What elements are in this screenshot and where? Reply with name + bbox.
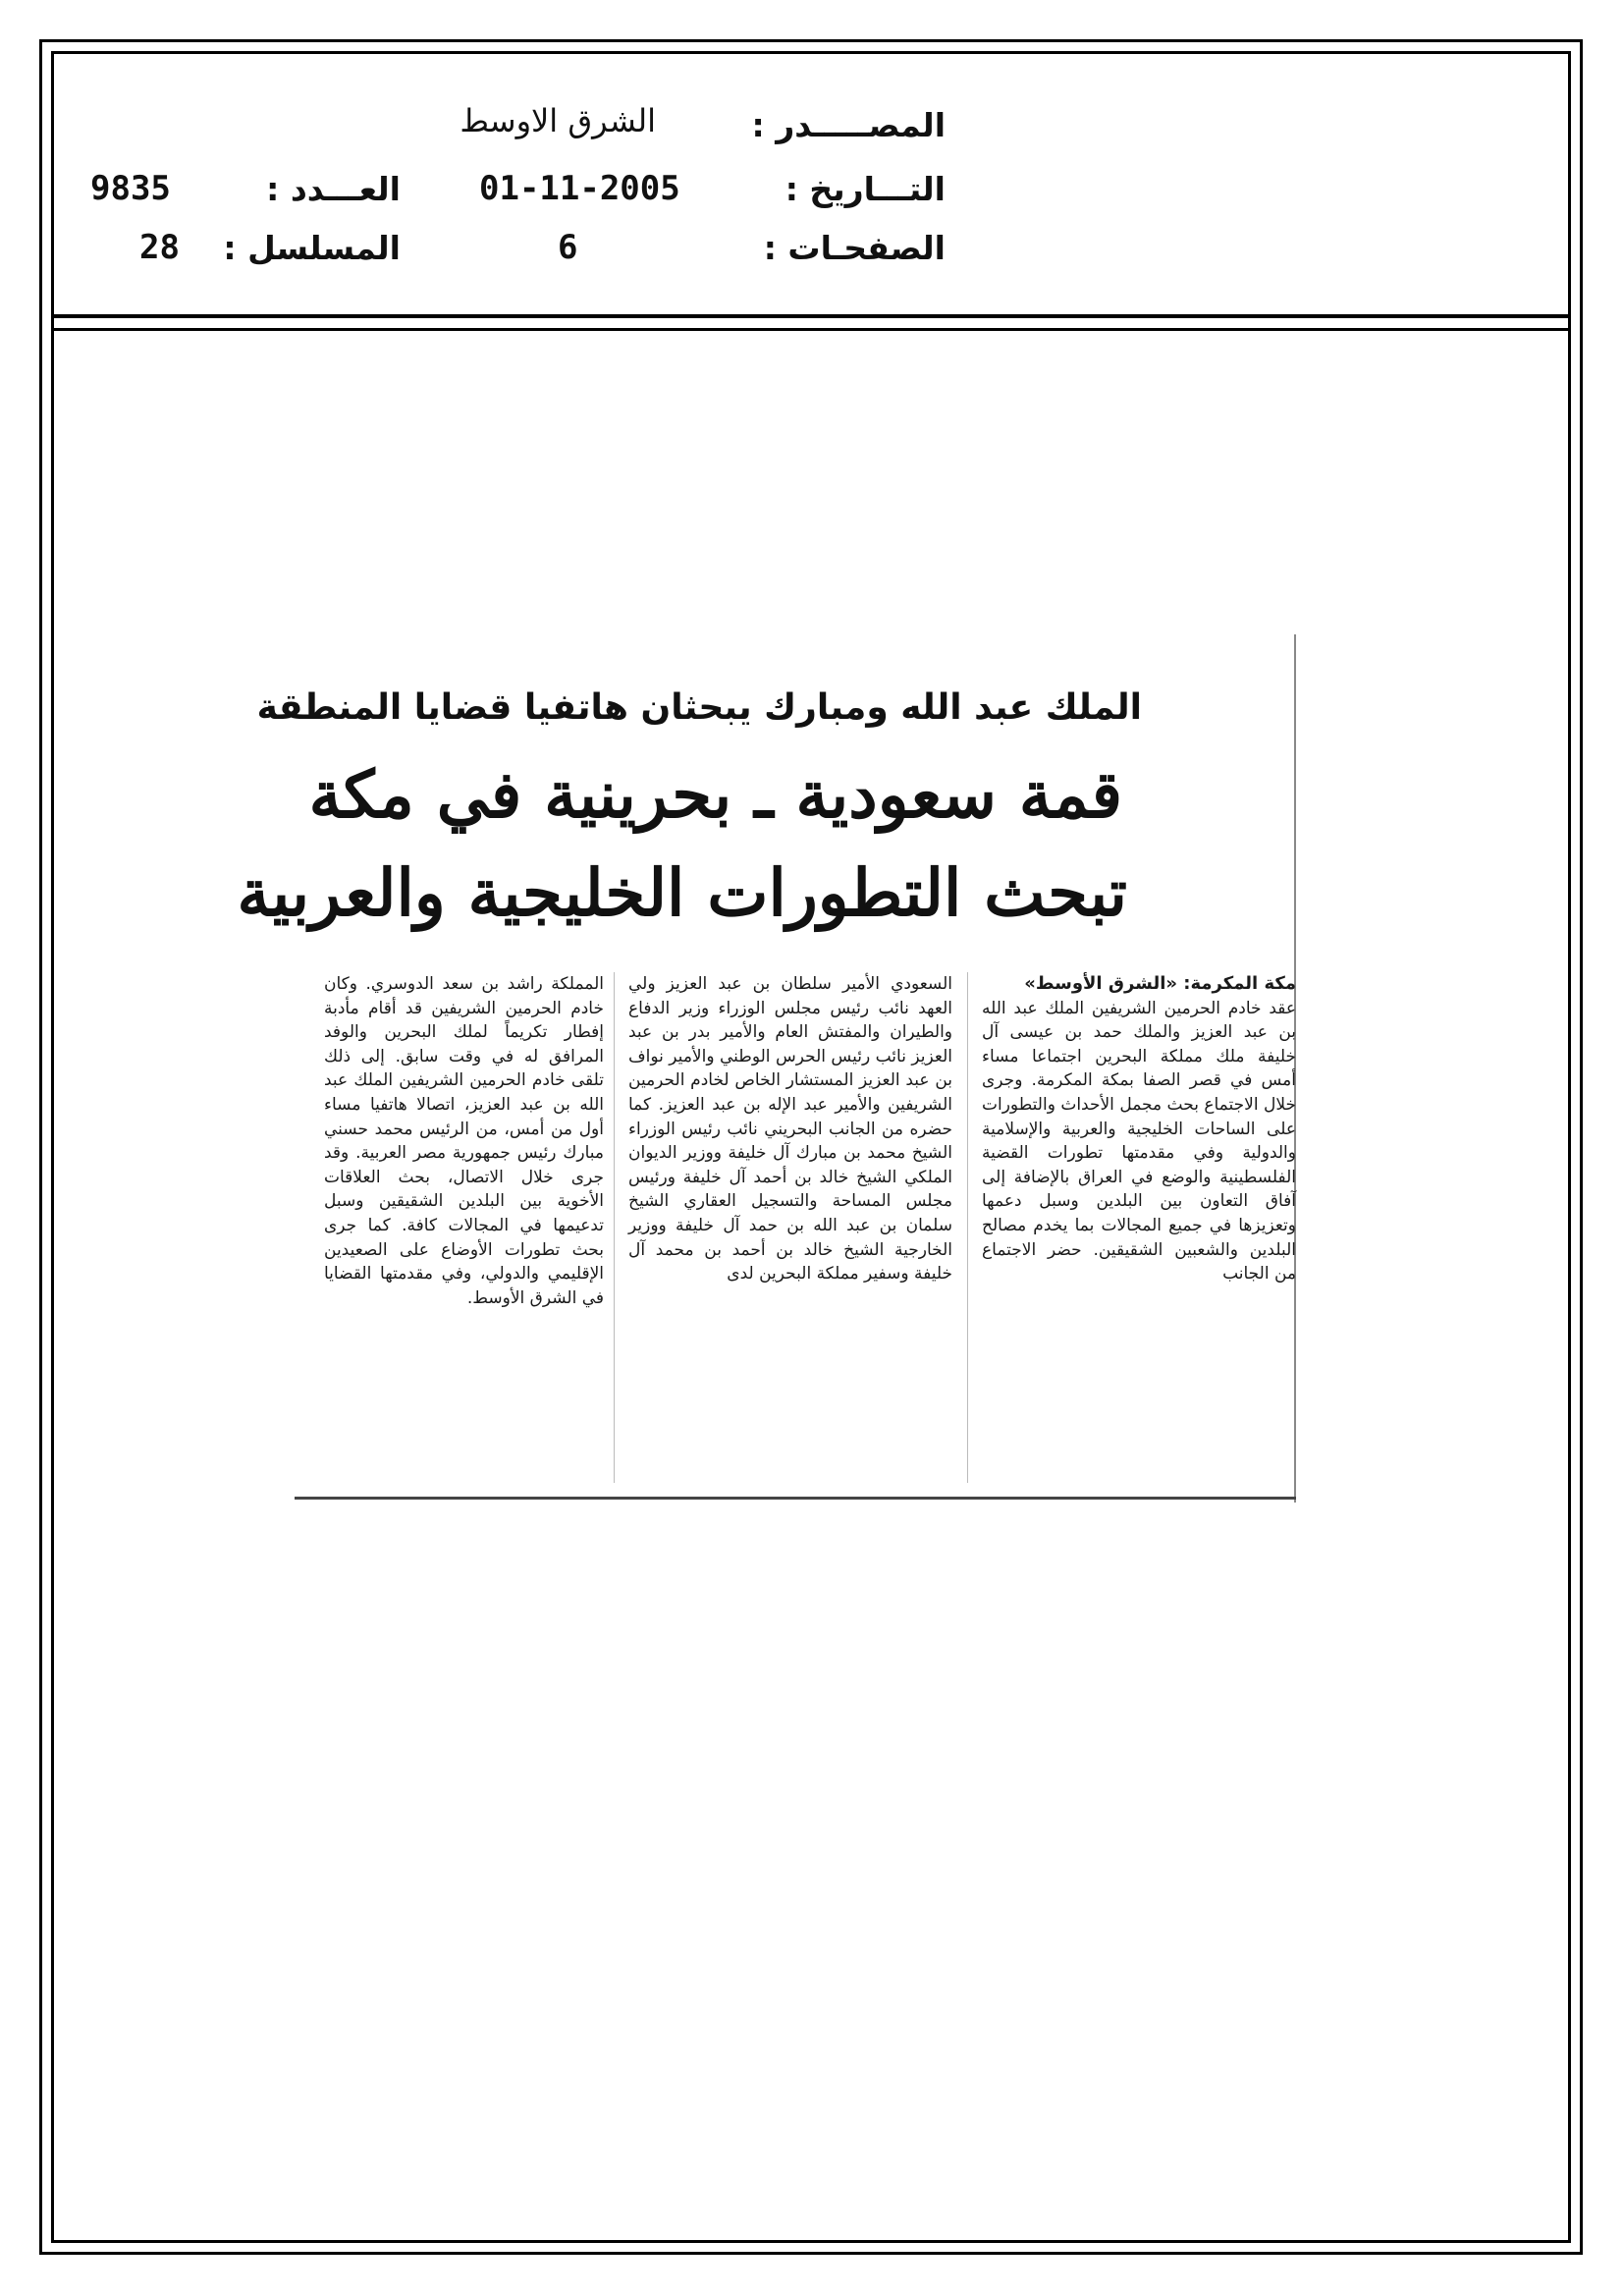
- article-column-middle: [628, 972, 952, 1286]
- date-label: التـــاريخ :: [784, 170, 946, 208]
- source-label: المصـــــدر :: [751, 106, 946, 144]
- article-text-left: المملكة راشد بن سعد الدوسري. وكان خادم الحرمين الشريفين قد أقام مأدبة إفطار تكريماً لملك البحرين والوفد المرافق له في وقت سابق. إلى ذلك تلقى خادم الحرمين الشريفين الملك عبد الله بن عبد العزيز، اتصالا هاتفيا مساء أول من أمس، من الرئيس محمد حسني مبارك رئيس جمهورية مصر العربية. وقد جرى خلال الاتصال، بحث العلاقات الأخوية بين البلدين الشقيقين وسبل تدعيمها في المجالات كافة. كما جرى بحث تطورات الأوضاع على الصعيدين الإقليمي والدولي، وفي مقدمتها القضايا في الشرق الأوسط.: [324, 974, 604, 1308]
- issue-value: 9835: [90, 169, 171, 208]
- article-dateline: مكة المكرمة: «الشرق الأوسط»: [1024, 973, 1296, 994]
- header-divider-secondary: [51, 328, 1571, 331]
- source-value: الشرق الاوسط: [460, 102, 656, 139]
- header-divider: [51, 314, 1571, 318]
- serial-label: المسلسل :: [223, 229, 401, 267]
- article-headline-line2: تبحث التطورات الخليجية والعربية: [237, 854, 1127, 931]
- pages-label: الصفحـات :: [763, 229, 946, 267]
- date-value: 01-11-2005: [479, 169, 680, 208]
- article-text-right: عقد خادم الحرمين الشريفين الملك عبد الله بن عبد العزيز والملك حمد بن عيسى آل خليفة ملك مملكة البحرين اجتماعا مساء أمس في قصر الصفا بمكة المكرمة. وجرى خلال الاجتماع بحث مجمل الأحداث والتطورات على الساحات الخليجية والعربية والإسلامية والدولية وفي مقدمتها تطورات القضية الفلسطينية والوضع في العراق بالإضافة إلى آفاق التعاون بين البلدين وسبل دعمها وتعزيزها في جميع المجالات بما يخدم مصالح البلدين والشعبين الشقيقين. حضر الاجتماع من الجانب: [982, 998, 1296, 1285]
- article-column-left: [324, 972, 604, 1310]
- column-divider: [967, 972, 968, 1483]
- clipping-bottom-rule: [295, 1497, 1296, 1500]
- article-column-right: [982, 972, 1296, 1286]
- pages-value: 6: [558, 228, 578, 267]
- article-kicker: الملك عبد الله ومبارك يبحثان هاتفيا قضايا المنطقة: [256, 687, 1142, 728]
- serial-value: 28: [139, 228, 180, 267]
- column-divider: [614, 972, 615, 1483]
- article-headline-line1: قمة سعودية ـ بحرينية في مكة: [308, 756, 1122, 833]
- issue-label: العـــدد :: [266, 170, 401, 208]
- article-text-middle: السعودي الأمير سلطان بن عبد العزيز ولي العهد نائب رئيس مجلس الوزراء وزير الدفاع والطيران والمفتش العام والأمير بدر بن عبد العزيز نائب رئيس الحرس الوطني والأمير نواف بن عبد العزيز المستشار الخاص لخادم الحرمين الشريفين والأمير عبد الإله بن عبد العزيز. كما حضره من الجانب البحريني نائب رئيس الوزراء الشيخ محمد بن مبارك آل خليفة ووزير الديوان الملكي الشيخ خالد بن أحمد آل خليفة ورئيس مجلس المساحة والتسجيل العقاري الشيخ سلمان بن عبد الله بن حمد آل خليفة ووزير الخارجية الشيخ خالد بن أحمد بن محمد آل خليفة وسفير مملكة البحرين لدى: [628, 974, 952, 1285]
